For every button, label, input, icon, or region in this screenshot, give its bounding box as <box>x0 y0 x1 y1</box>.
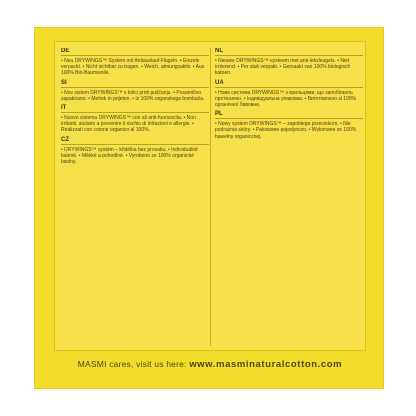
section-de <box>61 48 209 77</box>
section-code: CZ <box>61 137 209 145</box>
section-code: PL <box>215 111 363 119</box>
info-column-right <box>215 48 363 346</box>
section-cz <box>61 137 209 166</box>
brand-footer <box>54 359 366 381</box>
section-text: • Nuovo sistema DRYWINGS™ con ali anti-fuoriuscita. • Non irritanti, aiutano a prevenire il rischio di irritazioni e allergie. • Realizzati con cotone organico al 100%. <box>61 115 196 134</box>
section-text: • DRYWINGS™ systém – křidélka bez prosaku. • Individuálně balené. • Měkké a pohodlné. • Vyrobeno ze 100% organické bavlny. <box>61 146 198 166</box>
section-text: • Nov sistem DRYWINGS™ s krilci proti puščanju. • Posamično zapakirano. • Mehek in prijeten. • Iz 100% organskega bombaža. <box>61 89 205 102</box>
multilingual-info-panel <box>54 41 366 351</box>
section-pl <box>215 111 363 140</box>
section-si <box>61 80 209 102</box>
website-url: www.masminaturalcotton.com <box>189 359 343 370</box>
section-code: SI <box>61 80 209 88</box>
section-text: • Neu DRYWINGS™ System mit Antiauslauf-Flügeln. • Einzeln verpackt. • Nicht sichtbar zu tragen. • Weich, atmungsaktiv. • Aus 100% Bio-Baumwolle. <box>61 58 205 77</box>
section-code: UA <box>215 80 363 88</box>
section-text: • Nowy system DRYWINGS™ – zapobiega przeciekom. • Nie podrażnia skóry. • Pakowane pojedynczo. • Wykonane ze 100% bawełny organicznej. <box>215 121 357 140</box>
footer-prefix: MASMI cares, visit us here: <box>77 359 187 369</box>
section-text: • Nieuwe DRYWINGS™-systeem met anti-lekvleugels. • Niet irriterend. • Per stuk verpakt. • Gemaakt van 100% biologisch katoen. <box>215 58 351 77</box>
section-text: • Нова система DRYWINGS™ з крильцями, що запобігають протіканню. • Індивідуальна упаковка. • Виготовлено зі 100% органічної бавовни. <box>215 89 356 109</box>
section-nl <box>215 48 363 77</box>
section-it <box>61 105 209 134</box>
column-divider <box>210 48 211 346</box>
section-code: DE <box>61 48 209 56</box>
package-back <box>34 27 384 389</box>
footer-line <box>54 359 366 370</box>
info-column-left <box>61 48 209 346</box>
section-code: IT <box>61 105 209 113</box>
section-ua <box>215 80 363 109</box>
section-code: NL <box>215 48 363 56</box>
